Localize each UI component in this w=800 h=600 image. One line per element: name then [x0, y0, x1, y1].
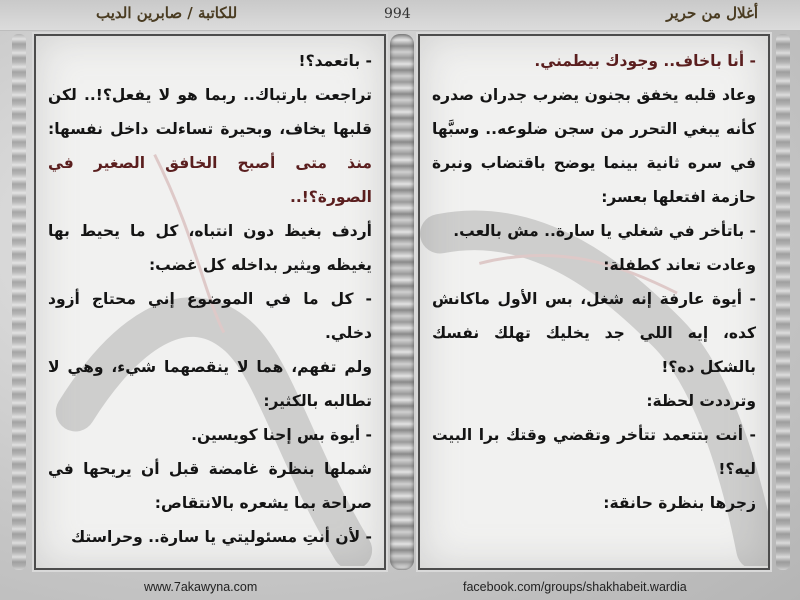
right-text-body: [432, 44, 756, 520]
left-text-body: [48, 44, 372, 554]
left-chain-decoration: [12, 34, 26, 570]
paragraph: شملها بنظرة غامضة قبل أن يريحها في صراحة بما يشعره بالانتقاص:: [48, 460, 372, 512]
paragraph: - كل ما في الموضوع إني محتاج أزود دخلي.: [48, 290, 372, 342]
paragraph: ولم تفهم، هما لا ينقصهما شيء، وهي لا تطالبه بالكثير:: [48, 358, 372, 410]
center-chain-divider: [390, 34, 414, 570]
paragraph: - أيوة بس إحنا كويسين.: [191, 426, 372, 444]
paragraph: - لأن أنتِ مسئوليتي يا سارة.. وحراستك: [70, 528, 372, 546]
paragraph: زجرها بنظرة حانقة:: [603, 494, 756, 512]
facebook-link[interactable]: facebook.com/groups/shakhabeit.wardia: [463, 580, 687, 594]
page-number: 994: [384, 6, 411, 22]
paragraph: تراجعت بارتباك.. ربما هو لا يفعل؟!.. لكن قلبها يخاف، وبحيرة تساءلت داخل نفسها: منذ متى أصبح الخافق الصغير في الصورة؟!..: [48, 86, 372, 206]
author-name: للكاتبة / صابرين الديب: [96, 4, 238, 22]
paragraph: - باتأخر في شغلي يا سارة.. مش بالعب.: [453, 222, 756, 240]
website-link[interactable]: www.7akawyna.com: [144, 580, 258, 594]
paragraph: أردف بغيظ دون انتباه، كل ما يحيط بها يغيظه ويثير بداخله كل غضب:: [48, 222, 372, 274]
left-text-column: [34, 34, 386, 570]
right-text-column: [418, 34, 770, 570]
paragraph: - أيوة عارفة إنه شغل، بس الأول ماكانش كده، إيه اللي جد يخليك تهلك نفسك بالشكل ده؟!: [432, 290, 756, 376]
paragraph: وعادت تعاند كطفلة:: [603, 256, 756, 274]
paragraph: - أنت بتتعمد تتأخر وتقضي وقتك برا البيت ليه؟!: [432, 426, 756, 478]
paragraph: - أنا باخاف.. وجودك بيطمني.: [534, 52, 756, 70]
right-chain-decoration: [776, 34, 790, 570]
paragraph: وترددت لحظة:: [646, 392, 756, 410]
book-title: أغلال من حرير: [666, 4, 758, 22]
highlighted-thought: منذ متى أصبح الخافق الصغير في الصورة؟!..: [48, 154, 372, 206]
paragraph: وعاد قلبه يخفق بجنون يضرب جدران صدره كأنه يبغي التحرر من سجن ضلوعه.. وسبَّها في سره ثانية بينما يوضح باقتضاب ونبرة حازمة افتعلها بعسر:: [432, 86, 756, 206]
paragraph: - باتعمد؟!: [298, 52, 372, 70]
